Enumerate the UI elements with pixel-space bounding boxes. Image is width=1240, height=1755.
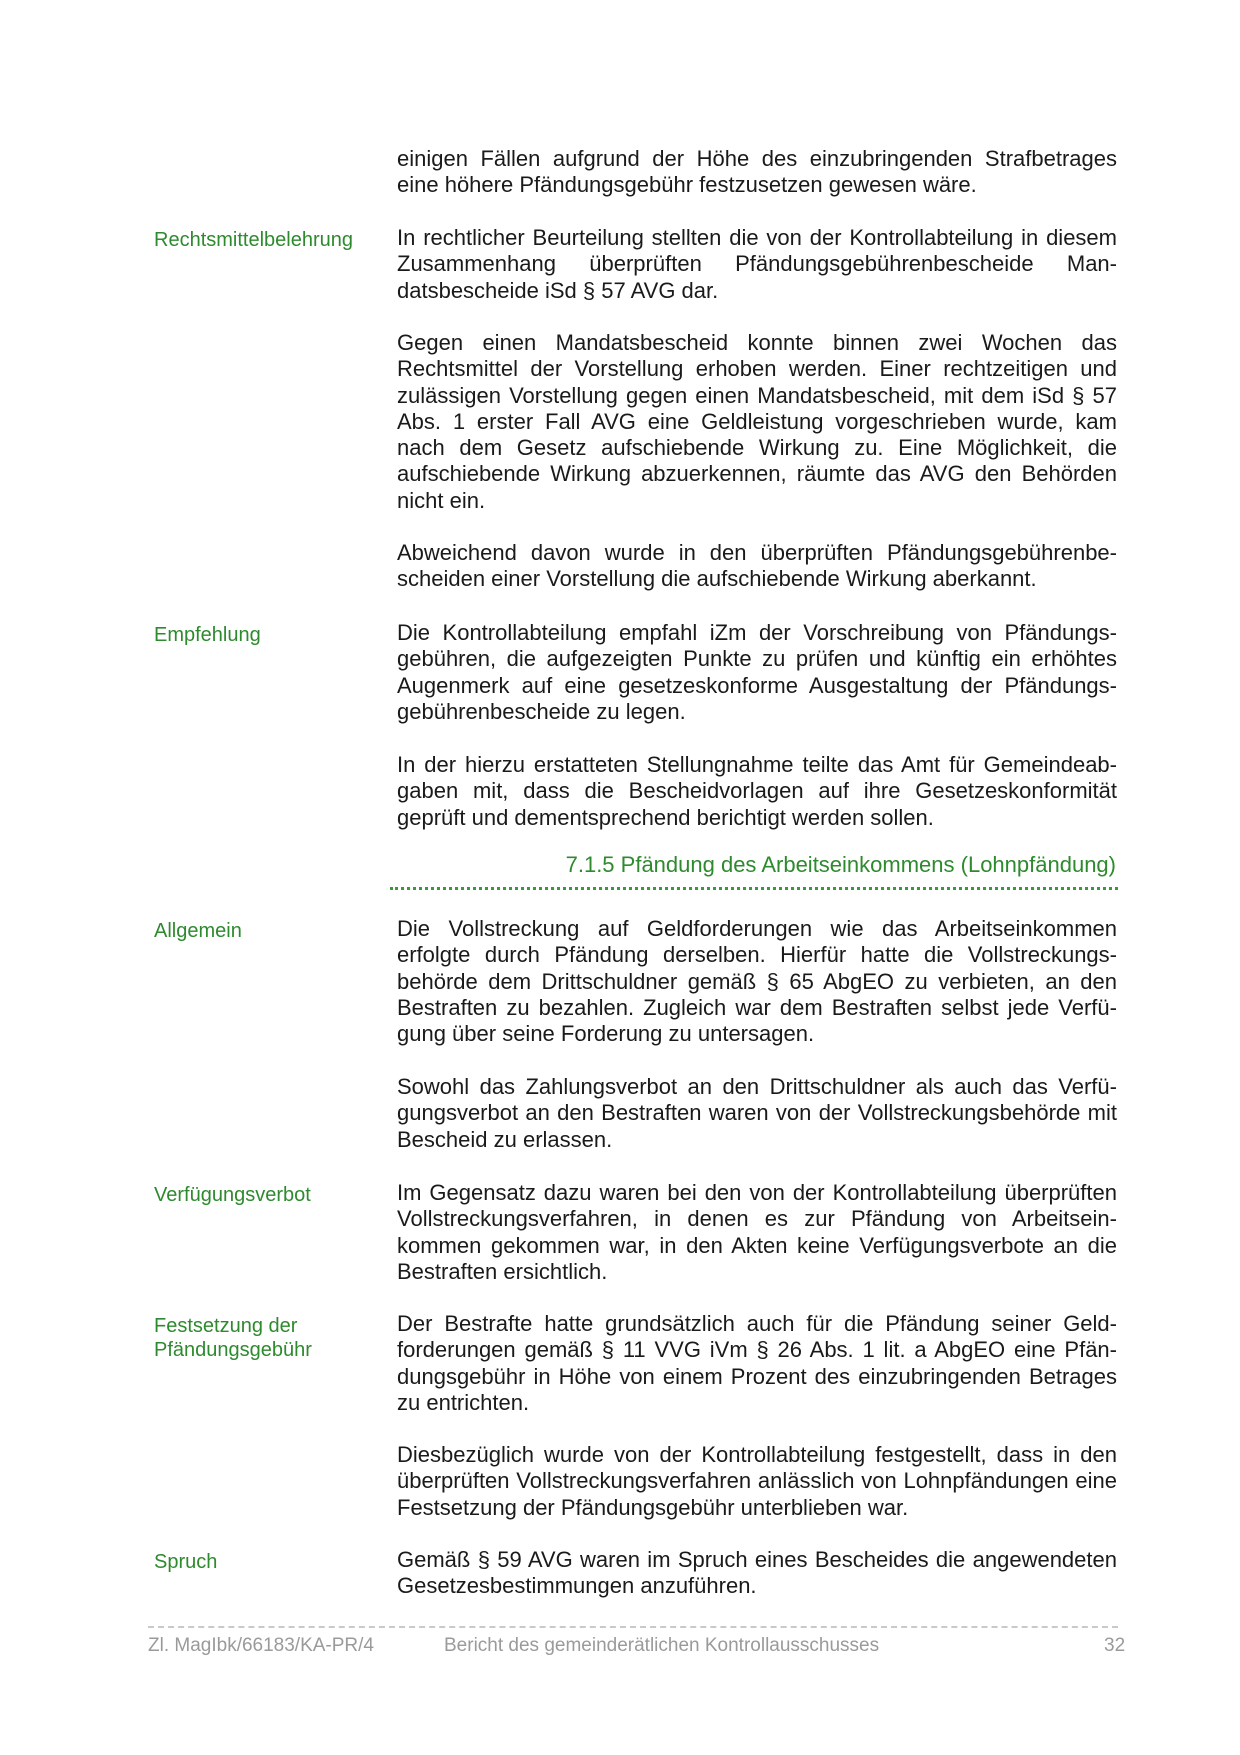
margin-note-festsetzung: Festsetzung der Pfändungsgebühr: [154, 1315, 312, 1361]
body-paragraph: Gegen einen Mandatsbescheid konnte binnen zwei Wochen das Rechtsmittel der Vorstellung erhoben werden. Einer rechtzeitigen und zulässigen Vorstellung gegen einen Mandatsbescheid, mit dem iSd § 57 Abs. 1 erster Fall AVG eine Geldleistung vorgeschrieben wurde, kam nach dem Gesetz aufschiebende Wirkung zu. Eine Möglichkeit, die aufschiebende Wirkung abzuerkennen, räumte das AVG den Behörden nicht ein.: [397, 330, 1117, 513]
margin-note-allgemein: Allgemein: [154, 920, 242, 942]
body-paragraph: Im Gegensatz dazu waren bei den von der Kontrollabteilung überprüften Vollstreckungsverfahren, in denen es zur Pfändung von Arbeitseinkommen gekommen war, in den Akten keine Verfügungsverbote an die Bestraften ersichtlich.: [397, 1180, 1117, 1284]
footer-dashed-rule: [148, 1626, 1118, 1628]
body-paragraph: Die Kontrollabteilung empfahl iZm der Vorschreibung von Pfändungsgebühren, die aufgezeigten Punkte zu prüfen und künftig ein erhöhtes Augenmerk auf eine gesetzeskonforme Ausgestaltung der Pfändungsgebührenbescheide zu legen.: [397, 620, 1117, 724]
margin-note-rechtsmittelbelehrung: Rechtsmittelbelehrung: [154, 229, 353, 251]
body-paragraph: In rechtlicher Beurteilung stellten die von der Kontrollabteilung in diesem Zusammenhang überprüften Pfändungsgebührenbescheide Mandatsbescheide iSd § 57 AVG dar.: [397, 225, 1117, 303]
margin-note-empfehlung: Empfehlung: [154, 624, 261, 646]
margin-note-verfuegungsverbot: Verfügungsverbot: [154, 1184, 311, 1206]
page-number: 32: [1104, 1635, 1126, 1656]
footer-reference: Zl. MagIbk/66183/KA-PR/4: [148, 1635, 374, 1656]
body-paragraph: Diesbezüglich wurde von der Kontrollabteilung festgestellt, dass in den überprüften Vollstreckungsverfahren anlässlich von Lohnpfändungen eine Festsetzung der Pfändungsgebühr unterblieben war.: [397, 1442, 1117, 1520]
margin-note-spruch: Spruch: [154, 1551, 218, 1573]
body-paragraph: Gemäß § 59 AVG waren im Spruch eines Bescheides die angewendeten Gesetzesbestimmungen anzuführen.: [397, 1547, 1117, 1599]
body-paragraph: einigen Fällen aufgrund der Höhe des einzubringenden Strafbetrages eine höhere Pfändungsgebühr festzusetzen gewesen wäre.: [397, 146, 1117, 198]
section-heading: 7.1.5 Pfändung des Arbeitseinkommens (Lohnpfändung): [565, 852, 1116, 877]
footer-title: Bericht des gemeinderätlichen Kontrollausschusses: [444, 1635, 880, 1656]
body-paragraph: In der hierzu erstatteten Stellungnahme teilte das Amt für Gemeindeabgaben mit, dass die Bescheidvorlagen auf ihre Gesetzeskonformität geprüft und dementsprechend berichtigt werden sollen.: [397, 752, 1117, 830]
body-paragraph: Sowohl das Zahlungsverbot an den Drittschuldner als auch das Verfügungsverbot an den Bestraften waren von der Vollstreckungsbehörde mit Bescheid zu erlassen.: [397, 1074, 1117, 1152]
body-paragraph: Die Vollstreckung auf Geldforderungen wie das Arbeitseinkommen erfolgte durch Pfändung derselben. Hierfür hatte die Vollstreckungsbehörde dem Drittschuldner gemäß § 65 AbgEO zu verbieten, an den Bestraften zu bezahlen. Zugleich war dem Bestraften selbst jede Verfügung über seine Forderung zu untersagen.: [397, 916, 1117, 1047]
heading-dotted-rule: [390, 887, 1118, 890]
body-paragraph: Abweichend davon wurde in den überprüften Pfändungsgebührenbescheiden einer Vorstellung die aufschiebende Wirkung aberkannt.: [397, 540, 1117, 592]
body-paragraph: Der Bestrafte hatte grundsätzlich auch für die Pfändung seiner Geldforderungen gemäß § 11 VVG iVm § 26 Abs. 1 lit. a AbgEO eine Pfändungsgebühr in Höhe von einem Prozent des einzubringenden Betrages zu entrichten.: [397, 1311, 1117, 1415]
